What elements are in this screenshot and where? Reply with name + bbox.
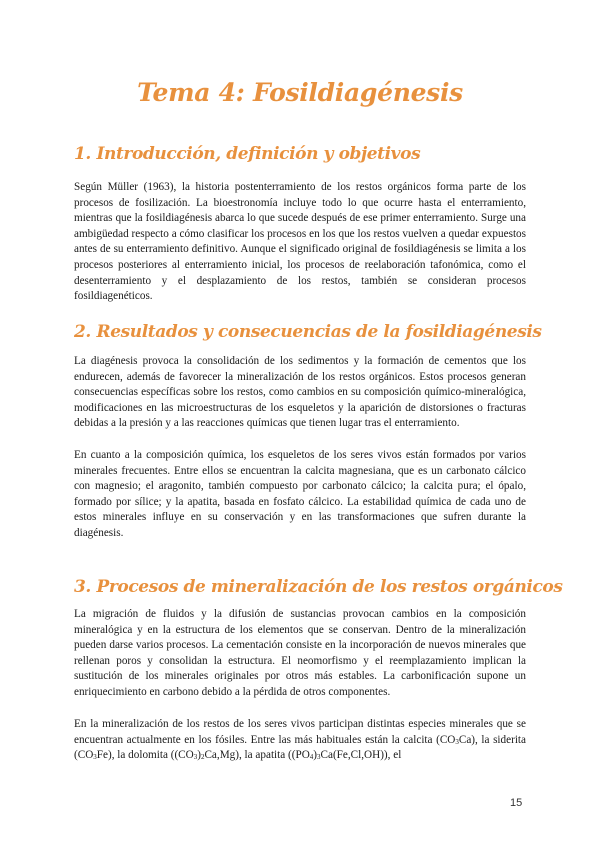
paragraph-mineralization-1: La migración de fluidos y la difusión de sustancias provocan cambios en la composición mineralógica y en la estructura de los elementos que se conservan. Dentro de la mineralización pueden darse varios procesos. La cementación consiste en la incorporación de nuevos minerales que rellenan poros y consolidan la estructura. El neomorfismo y el reemplazamiento implican la sustitución de los minerales originales por otros más estables. La carbonificación supone un enriquecimiento en carbono debido a la pérdida de otros componentes. <box>74 608 526 698</box>
section-heading-3: 3. Procesos de mineralización de los restos orgánicos <box>74 577 563 597</box>
paragraph-mineralization-2: En la mineralización de los restos de los seres vivos participan distintas especies minerales que se encuentran actualmente en los fósiles. Entre las más habituales están la calcita $(CO_3Ca)$, la siderita $(CO_3Fe)$, la dolomita $((CO_3)_2Ca,Mg)$, la apatita $((PO_4)_3Ca(Fe,Cl,OH))$, el <box>74 718 527 762</box>
section-heading-2: 2. Resultados y consecuencias de la fosildiagénesis <box>74 322 542 342</box>
page-title: Tema 4: Fosildiagénesis <box>137 78 463 107</box>
paragraph-results-2: En cuanto a la composición química, los esqueletos de los seres vivos están formados por varios minerales frecuentes. Entre ellos se encuentran la calcita magnesiana, que es un carbonato cálcico con magnesio; el aragonito, también compuesto por carbonato cálcico; la calcita pura; el ópalo, formado por sílice; y la apatita, basada en fosfato cálcico. La estabilidad química de cada uno de estos minerales influye en su conservación y en las transformaciones que sufren durante la diagénesis. <box>74 449 526 539</box>
page-number: 15 <box>510 797 523 809</box>
paragraph-results-1: La diagénesis provoca la consolidación de los sedimentos y la formación de cementos que los endurecen, además de favorecer la mineralización de los restos orgánicos. Estos procesos generan consecuencias específicas sobre los restos, como cambios en su composición químico-mineralógica, modificaciones en las microestructuras de los esqueletos y la aparición de distorsiones o fracturas debidas a la presión y a las reacciones químicas que tienen lugar tras el enterramiento. <box>74 355 526 430</box>
paragraph-intro: Según Müller (1963), la historia postenterramiento de los restos orgánicos forma parte de los procesos de fosilización. La bioestronomía incluye todo lo que ocurre hasta el enterramiento, mientras que la fosildiagénesis abarca lo que sucede después de ese primer enterramiento. Surge una ambigüedad respecto a cómo clasificar los procesos en los que los restos vuelven a quedar expuestos antes de su enterramiento definitivo. Aunque el significado original de fosildiagénesis se limita a los procesos posteriores al enterramiento inicial, los procesos de reelaboración tafonómica, como el desenterramiento y el desplazamiento de los restos, también se consideran procesos fosildiagenéticos. <box>74 181 526 303</box>
section-heading-1: 1. Introducción, definición y objetivos <box>74 144 421 164</box>
